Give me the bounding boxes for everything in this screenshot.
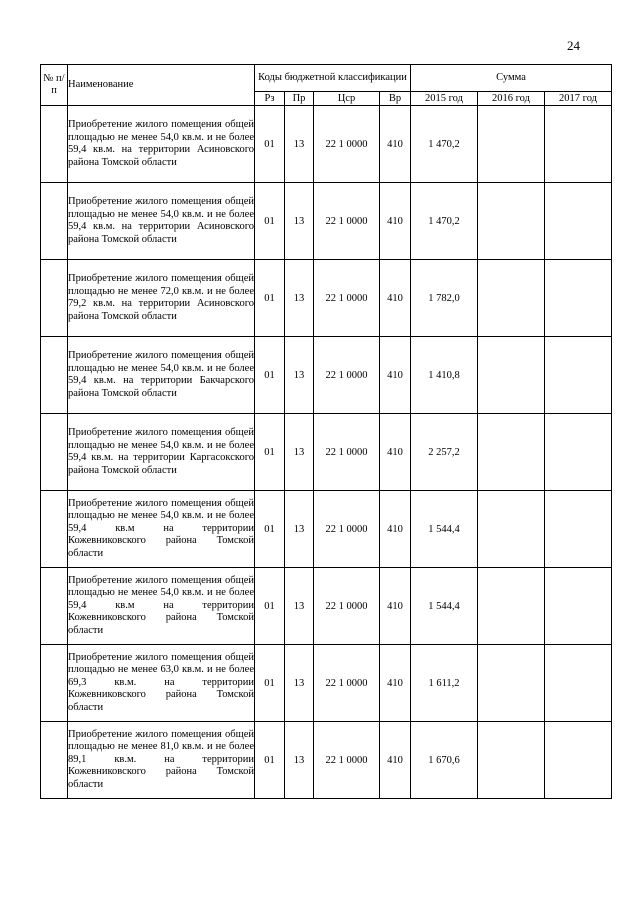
- table-row: [41, 337, 612, 414]
- header-name: Наименование: [68, 65, 255, 106]
- cell-num: [41, 337, 68, 414]
- cell-2015: 1 544,4: [411, 491, 478, 568]
- cell-2016: [478, 183, 545, 260]
- cell-num: [41, 260, 68, 337]
- cell-pr: 13: [285, 414, 314, 491]
- header-rz: Рз: [255, 92, 285, 106]
- cell-vr: 410: [380, 183, 411, 260]
- budget-table: [40, 64, 612, 799]
- cell-name: Приобретение жилого помещения общей площадью не менее 54,0 кв.м. и не более 59,4 кв.м. на территории Асиновского района Томской области: [68, 183, 255, 260]
- cell-name: Приобретение жилого помещения общей площадью не менее 54,0 кв.м. и не более 59,4 кв.м. на территории Асиновского района Томской области: [68, 106, 255, 183]
- cell-rz: 01: [255, 337, 285, 414]
- cell-csr: 22 1 0000: [314, 491, 380, 568]
- cell-vr: 410: [380, 568, 411, 645]
- table-row: [41, 414, 612, 491]
- header-vr: Вр: [380, 92, 411, 106]
- cell-vr: 410: [380, 645, 411, 722]
- cell-pr: 13: [285, 260, 314, 337]
- cell-2016: [478, 414, 545, 491]
- cell-rz: 01: [255, 568, 285, 645]
- cell-2017: [545, 722, 612, 799]
- cell-csr: 22 1 0000: [314, 106, 380, 183]
- cell-2015: 1 670,6: [411, 722, 478, 799]
- cell-csr: 22 1 0000: [314, 645, 380, 722]
- cell-2016: [478, 260, 545, 337]
- header-codes: Коды бюджетной классификации: [255, 65, 411, 92]
- header-sum: Сумма: [411, 65, 612, 92]
- page-number: 24: [567, 38, 580, 53]
- table-row: [41, 645, 612, 722]
- cell-vr: 410: [380, 337, 411, 414]
- cell-rz: 01: [255, 645, 285, 722]
- cell-csr: 22 1 0000: [314, 568, 380, 645]
- header-2017: 2017 год: [545, 92, 612, 106]
- header-2015: 2015 год: [411, 92, 478, 106]
- cell-2015: 2 257,2: [411, 414, 478, 491]
- cell-2017: [545, 568, 612, 645]
- cell-csr: 22 1 0000: [314, 337, 380, 414]
- cell-2015: 1 544,4: [411, 568, 478, 645]
- cell-2017: [545, 645, 612, 722]
- cell-2017: [545, 106, 612, 183]
- cell-2016: [478, 106, 545, 183]
- header-num: № п/п: [41, 65, 68, 106]
- cell-2016: [478, 722, 545, 799]
- cell-name: Приобретение жилого помещения общей площадью не менее 54,0 кв.м. и не более 59,4 кв.м. на территории Бакчарского района Томской области: [68, 337, 255, 414]
- cell-vr: 410: [380, 260, 411, 337]
- header-2016: 2016 год: [478, 92, 545, 106]
- cell-rz: 01: [255, 106, 285, 183]
- cell-pr: 13: [285, 337, 314, 414]
- table-row: [41, 183, 612, 260]
- cell-2016: [478, 337, 545, 414]
- cell-csr: 22 1 0000: [314, 414, 380, 491]
- cell-2017: [545, 337, 612, 414]
- cell-vr: 410: [380, 106, 411, 183]
- cell-rz: 01: [255, 491, 285, 568]
- cell-num: [41, 183, 68, 260]
- cell-csr: 22 1 0000: [314, 260, 380, 337]
- cell-name: Приобретение жилого помещения общей площадью не менее 81,0 кв.м. и не более 89,1 кв.м. на территории Кожевниковского района Томской области: [68, 722, 255, 799]
- cell-pr: 13: [285, 106, 314, 183]
- cell-num: [41, 722, 68, 799]
- cell-2015: 1 470,2: [411, 183, 478, 260]
- table-row: [41, 106, 612, 183]
- cell-num: [41, 106, 68, 183]
- cell-num: [41, 414, 68, 491]
- cell-num: [41, 645, 68, 722]
- cell-2015: 1 782,0: [411, 260, 478, 337]
- cell-2017: [545, 491, 612, 568]
- cell-num: [41, 568, 68, 645]
- cell-csr: 22 1 0000: [314, 183, 380, 260]
- table-row: [41, 260, 612, 337]
- table-row: [41, 722, 612, 799]
- cell-2015: 1 611,2: [411, 645, 478, 722]
- cell-rz: 01: [255, 414, 285, 491]
- cell-2015: 1 470,2: [411, 106, 478, 183]
- table-body: [41, 106, 612, 799]
- cell-2016: [478, 568, 545, 645]
- cell-2017: [545, 183, 612, 260]
- cell-name: Приобретение жилого помещения общей площадью не менее 54,0 кв.м. и не более 59,4 кв.м. на территории Каргасокского района Томской области: [68, 414, 255, 491]
- table-row: [41, 491, 612, 568]
- cell-vr: 410: [380, 414, 411, 491]
- cell-rz: 01: [255, 260, 285, 337]
- cell-rz: 01: [255, 722, 285, 799]
- cell-pr: 13: [285, 183, 314, 260]
- cell-2016: [478, 645, 545, 722]
- cell-name: Приобретение жилого помещения общей площадью не менее 63,0 кв.м. и не более 69,3 кв.м. на территории Кожевниковского района Томской области: [68, 645, 255, 722]
- cell-num: [41, 491, 68, 568]
- cell-pr: 13: [285, 568, 314, 645]
- cell-rz: 01: [255, 183, 285, 260]
- cell-pr: 13: [285, 491, 314, 568]
- cell-vr: 410: [380, 491, 411, 568]
- cell-name: Приобретение жилого помещения общей площадью не менее 54,0 кв.м. и не более 59,4 кв.м на территории Кожевниковского района Томской области: [68, 491, 255, 568]
- cell-2017: [545, 260, 612, 337]
- header-pr: Пр: [285, 92, 314, 106]
- cell-2016: [478, 491, 545, 568]
- cell-2017: [545, 414, 612, 491]
- header-csr: Цср: [314, 92, 380, 106]
- cell-name: Приобретение жилого помещения общей площадью не менее 72,0 кв.м. и не более 79,2 кв.м. на территории Асиновского района Томской области: [68, 260, 255, 337]
- cell-name: Приобретение жилого помещения общей площадью не менее 54,0 кв.м. и не более 59,4 кв.м на территории Кожевниковского района Томской области: [68, 568, 255, 645]
- cell-vr: 410: [380, 722, 411, 799]
- cell-pr: 13: [285, 645, 314, 722]
- cell-pr: 13: [285, 722, 314, 799]
- cell-csr: 22 1 0000: [314, 722, 380, 799]
- table-row: [41, 568, 612, 645]
- cell-2015: 1 410,8: [411, 337, 478, 414]
